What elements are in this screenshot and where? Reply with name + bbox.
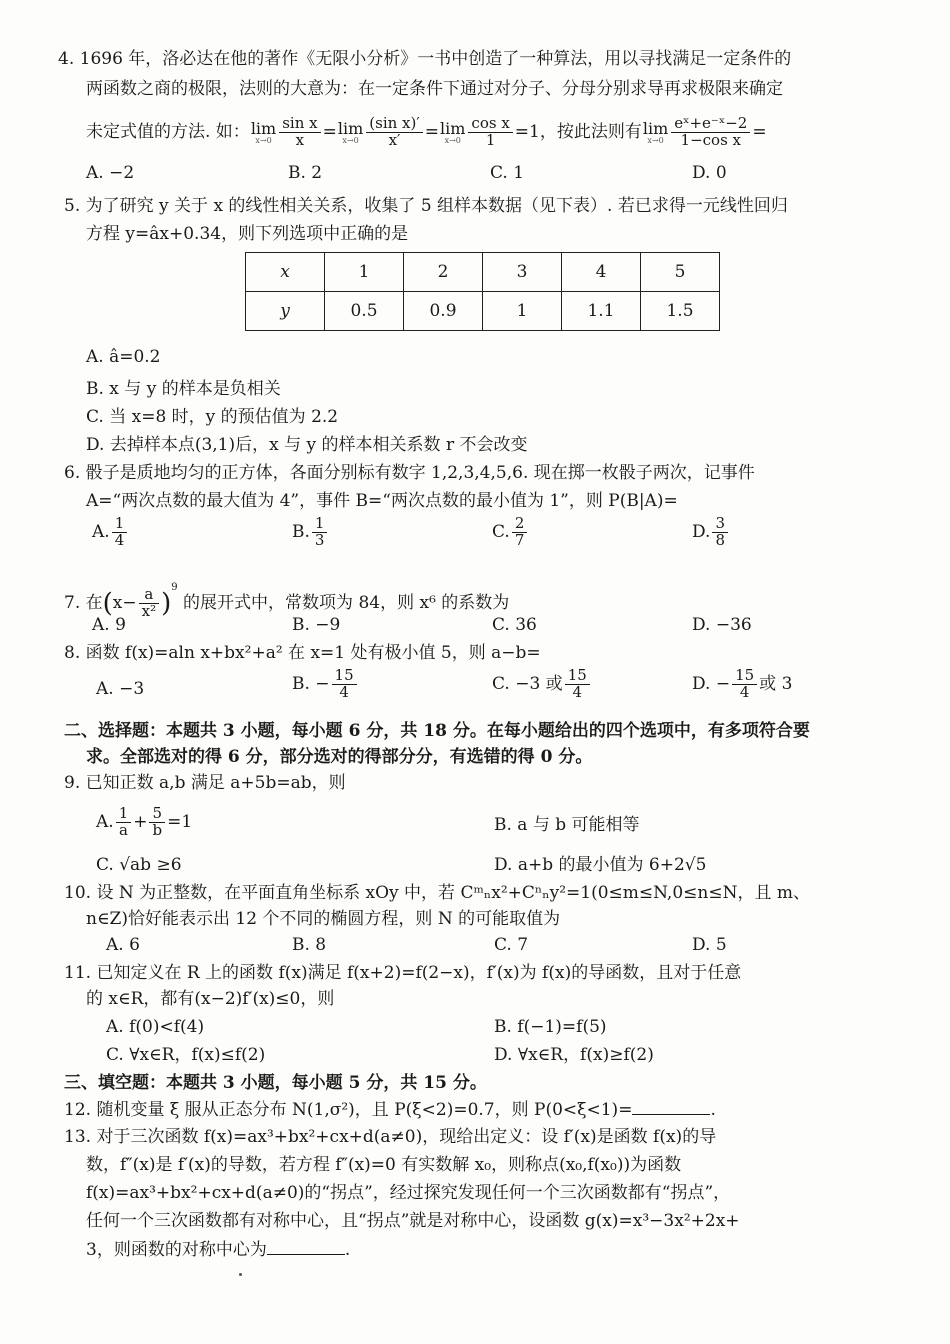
- section-2-header-line2: 求。全部选对的得 6 分，部分选对的得部分分，有选错的得 0 分。: [86, 747, 593, 767]
- q6-option-c[interactable]: C. $\frac{2}{7}$: [492, 516, 529, 549]
- table-cell: 3: [483, 253, 562, 292]
- q4-option-d[interactable]: D. 0: [692, 163, 727, 183]
- q13-line3: f(x)=ax³+bx²+cx+d(a≠0)的“拐点”，经过探究发现任何一个三次函数都有“拐点”，: [86, 1183, 731, 1203]
- q10-option-d[interactable]: D. 5: [692, 935, 727, 955]
- q6-line1: 6. 骰子是质地均匀的正方体，各面分别标有数字 1,2,3,4,5,6. 现在掷一枚骰子两次，记事件: [64, 463, 755, 483]
- table-row-y: [246, 292, 720, 331]
- q4-option-a[interactable]: A. −2: [86, 163, 135, 183]
- q9-option-d[interactable]: D. a+b 的最小值为 6+2√5: [494, 855, 707, 875]
- table-cell: 0.5: [325, 292, 404, 331]
- table-cell: 5: [641, 253, 720, 292]
- q7-line1: 7. 在(x− $\frac{a}{\text{x²}}$ )$^9$ 的展开式中，常数项为 84，则 x⁶ 的系数为: [64, 582, 510, 620]
- q9-option-c[interactable]: C. √ab ≥6: [96, 855, 182, 875]
- q8-line1: 8. 函数 f(x)=aln x+bx²+a² 在 x=1 处有极小值 5，则 a−b=: [64, 643, 541, 663]
- q7-option-a[interactable]: A. 9: [92, 615, 126, 635]
- q4-eq-end: =: [752, 122, 767, 142]
- q4-line3-prefix: 未定式值的方法. 如：: [86, 122, 250, 142]
- q5-option-a[interactable]: A. â=0.2: [86, 347, 161, 367]
- q12-answer-blank[interactable]: [632, 1096, 710, 1115]
- q4-line2: 两函数之商的极限，法则的大意为：在一定条件下通过对分子、分母分别求导再求极限来确定: [86, 79, 783, 99]
- q11-option-c[interactable]: C. ∀x∈R，f(x)≤f(2): [106, 1045, 266, 1065]
- table-cell: 1.5: [641, 292, 720, 331]
- q13-answer-blank[interactable]: [267, 1236, 345, 1255]
- q8-option-c[interactable]: C. −3 或 $\frac{15}{4}$: [492, 668, 592, 701]
- q10-option-c[interactable]: C. 7: [494, 935, 529, 955]
- q8-option-a[interactable]: A. −3: [96, 679, 145, 699]
- table-cell: 1.1: [562, 292, 641, 331]
- q5-option-d[interactable]: D. 去掉样本点(3,1)后，x 与 y 的样本相关系数 r 不会改变: [86, 435, 528, 455]
- q13-line2: 数，f″(x)是 f′(x)的导数，若方程 f″(x)=0 有实数解 x₀，则称点(x₀,f(x₀))为函数: [86, 1155, 682, 1175]
- q4-line1: 4. 1696 年，洛必达在他的著作《无限小分析》一书中创造了一种算法，用以寻找满足一定条件的: [58, 49, 792, 69]
- q7-option-c[interactable]: C. 36: [492, 615, 537, 635]
- table-cell: 1: [483, 292, 562, 331]
- table-cell: 0.9: [404, 292, 483, 331]
- q6-line2: A=“两次点数的最大值为 4”，事件 B=“两次点数的最小值为 1”，则 P(B|A)=: [86, 491, 678, 511]
- table-row-x: [246, 253, 720, 292]
- q10-option-b[interactable]: B. 8: [292, 935, 327, 955]
- q6-option-d[interactable]: D. $\frac{3}{8}$: [692, 516, 730, 549]
- q5-line1: 5. 为了研究 y 关于 x 的线性相关关系，收集了 5 组样本数据（见下表）. 若已求得一元线性回归: [64, 196, 788, 216]
- q13-line4: 任何一个三次函数都有对称中心，且“拐点”就是对称中心，设函数 g(x)=x³−3x²+2x+: [86, 1211, 740, 1231]
- q4-eq1: =1，按此法则有: [514, 122, 642, 142]
- q4-option-c[interactable]: C. 1: [490, 163, 525, 183]
- q4-lim-3: lim x→0: [440, 118, 466, 145]
- q4-frac-1: $\frac{\text{sin x}}{x}$: [279, 116, 320, 149]
- q5-line2: 方程 y=âx+0.34，则下列选项中正确的是: [86, 224, 409, 244]
- table-cell: 1: [325, 253, 404, 292]
- q6-option-b[interactable]: B. $\frac{1}{3}$: [292, 516, 329, 549]
- q13-line1: 13. 对于三次函数 f(x)=ax³+bx²+cx+d(a≠0)，现给出定义：设 f′(x)是函数 f(x)的导: [64, 1127, 717, 1147]
- q4-lim-1: lim x→0: [250, 118, 277, 145]
- q7-power: 9: [171, 582, 178, 593]
- q10-line1: 10. 设 N 为正整数，在平面直角坐标系 xOy 中，若 Cᵐₙx²+Cⁿₙy²=1(0≤m≤N,0≤n≤N，且 m、: [64, 883, 810, 903]
- q13-line5: 3，则函数的对称中心为 .: [86, 1236, 350, 1263]
- q9-line1: 9. 已知正数 a,b 满足 a+5b=ab，则: [64, 773, 346, 793]
- q4-lim-2: lim x→0: [337, 118, 364, 145]
- q4-frac-3: $\frac{\text{cos x}}{1}$: [468, 116, 512, 149]
- q11-option-a[interactable]: A. f(0)<f(4): [106, 1017, 205, 1037]
- q11-line2: 的 x∈R，都有(x−2)f′(x)≤0，则: [86, 989, 335, 1009]
- q5-option-c[interactable]: C. 当 x=8 时，y 的预估值为 2.2: [86, 407, 339, 427]
- q4-option-b[interactable]: B. 2: [288, 163, 323, 183]
- q6-option-a[interactable]: A. $\frac{1}{4}$: [92, 516, 129, 549]
- q11-option-b[interactable]: B. f(−1)=f(5): [494, 1017, 607, 1037]
- section-2-header-line1: 二、选择题：本题共 3 小题，每小题 6 分，共 18 分。在每小题给出的四个选项中，有多项符合要: [64, 721, 810, 741]
- table-cell: 4: [562, 253, 641, 292]
- q4-line3: 未定式值的方法. 如： lim x→0 $\frac{\text{sin x}}{x}$ = lim x→0 $\frac{\text{(sin x)′}}{x'}$ = lim x→0 $\frac{\text{cos x}}{1}$ =1，按此法则有 lim x→0 $\frac{\text{eˣ+e⁻ˣ−2}}{\text{1−cos x}}$ =: [86, 114, 767, 149]
- q12-line1: 12. 随机变量 ξ 服从正态分布 N(1,σ²)，且 P(ξ<2)=0.7，则 P(0<ξ<1)= .: [64, 1096, 716, 1123]
- q11-option-d[interactable]: D. ∀x∈R，f(x)≥f(2): [494, 1045, 654, 1065]
- q11-line1: 11. 已知定义在 R 上的函数 f(x)满足 f(x+2)=f(2−x)，f′(x)为 f(x)的导函数，且对于任意: [64, 963, 742, 983]
- q8-option-d[interactable]: D. − $\frac{15}{4}$ 或 3: [692, 666, 793, 701]
- q4-lim-4: lim x→0: [642, 118, 669, 145]
- q4-frac-2: $\frac{\text{(sin x)′}}{x'}$: [366, 116, 423, 149]
- table-cell: 2: [404, 253, 483, 292]
- q7-option-b[interactable]: B. −9: [292, 615, 341, 635]
- q5-data-table: [245, 252, 720, 331]
- scan-speck: [239, 1273, 242, 1276]
- q7-option-d[interactable]: D. −36: [692, 615, 752, 635]
- q9-option-a[interactable]: A. $\frac{1}{a}$ + $\frac{5}{b}$ =1: [96, 804, 193, 839]
- section-3-header: 三、填空题：本题共 3 小题，每小题 5 分，共 15 分。: [64, 1073, 487, 1093]
- table-cell: x: [246, 253, 325, 292]
- q10-option-a[interactable]: A. 6: [106, 935, 140, 955]
- q9-option-b[interactable]: B. a 与 b 可能相等: [494, 815, 640, 835]
- q10-line2: n∈Z)恰好能表示出 12 个不同的椭圆方程，则 N 的可能取值为: [86, 909, 561, 929]
- q8-option-b[interactable]: B. − $\frac{15}{4}$: [292, 668, 359, 701]
- q4-frac-4: $\frac{\text{eˣ+e⁻ˣ−2}}{\text{1−cos x}}$: [671, 116, 750, 149]
- q5-option-b[interactable]: B. x 与 y 的样本是负相关: [86, 379, 281, 399]
- table-cell: y: [246, 292, 325, 331]
